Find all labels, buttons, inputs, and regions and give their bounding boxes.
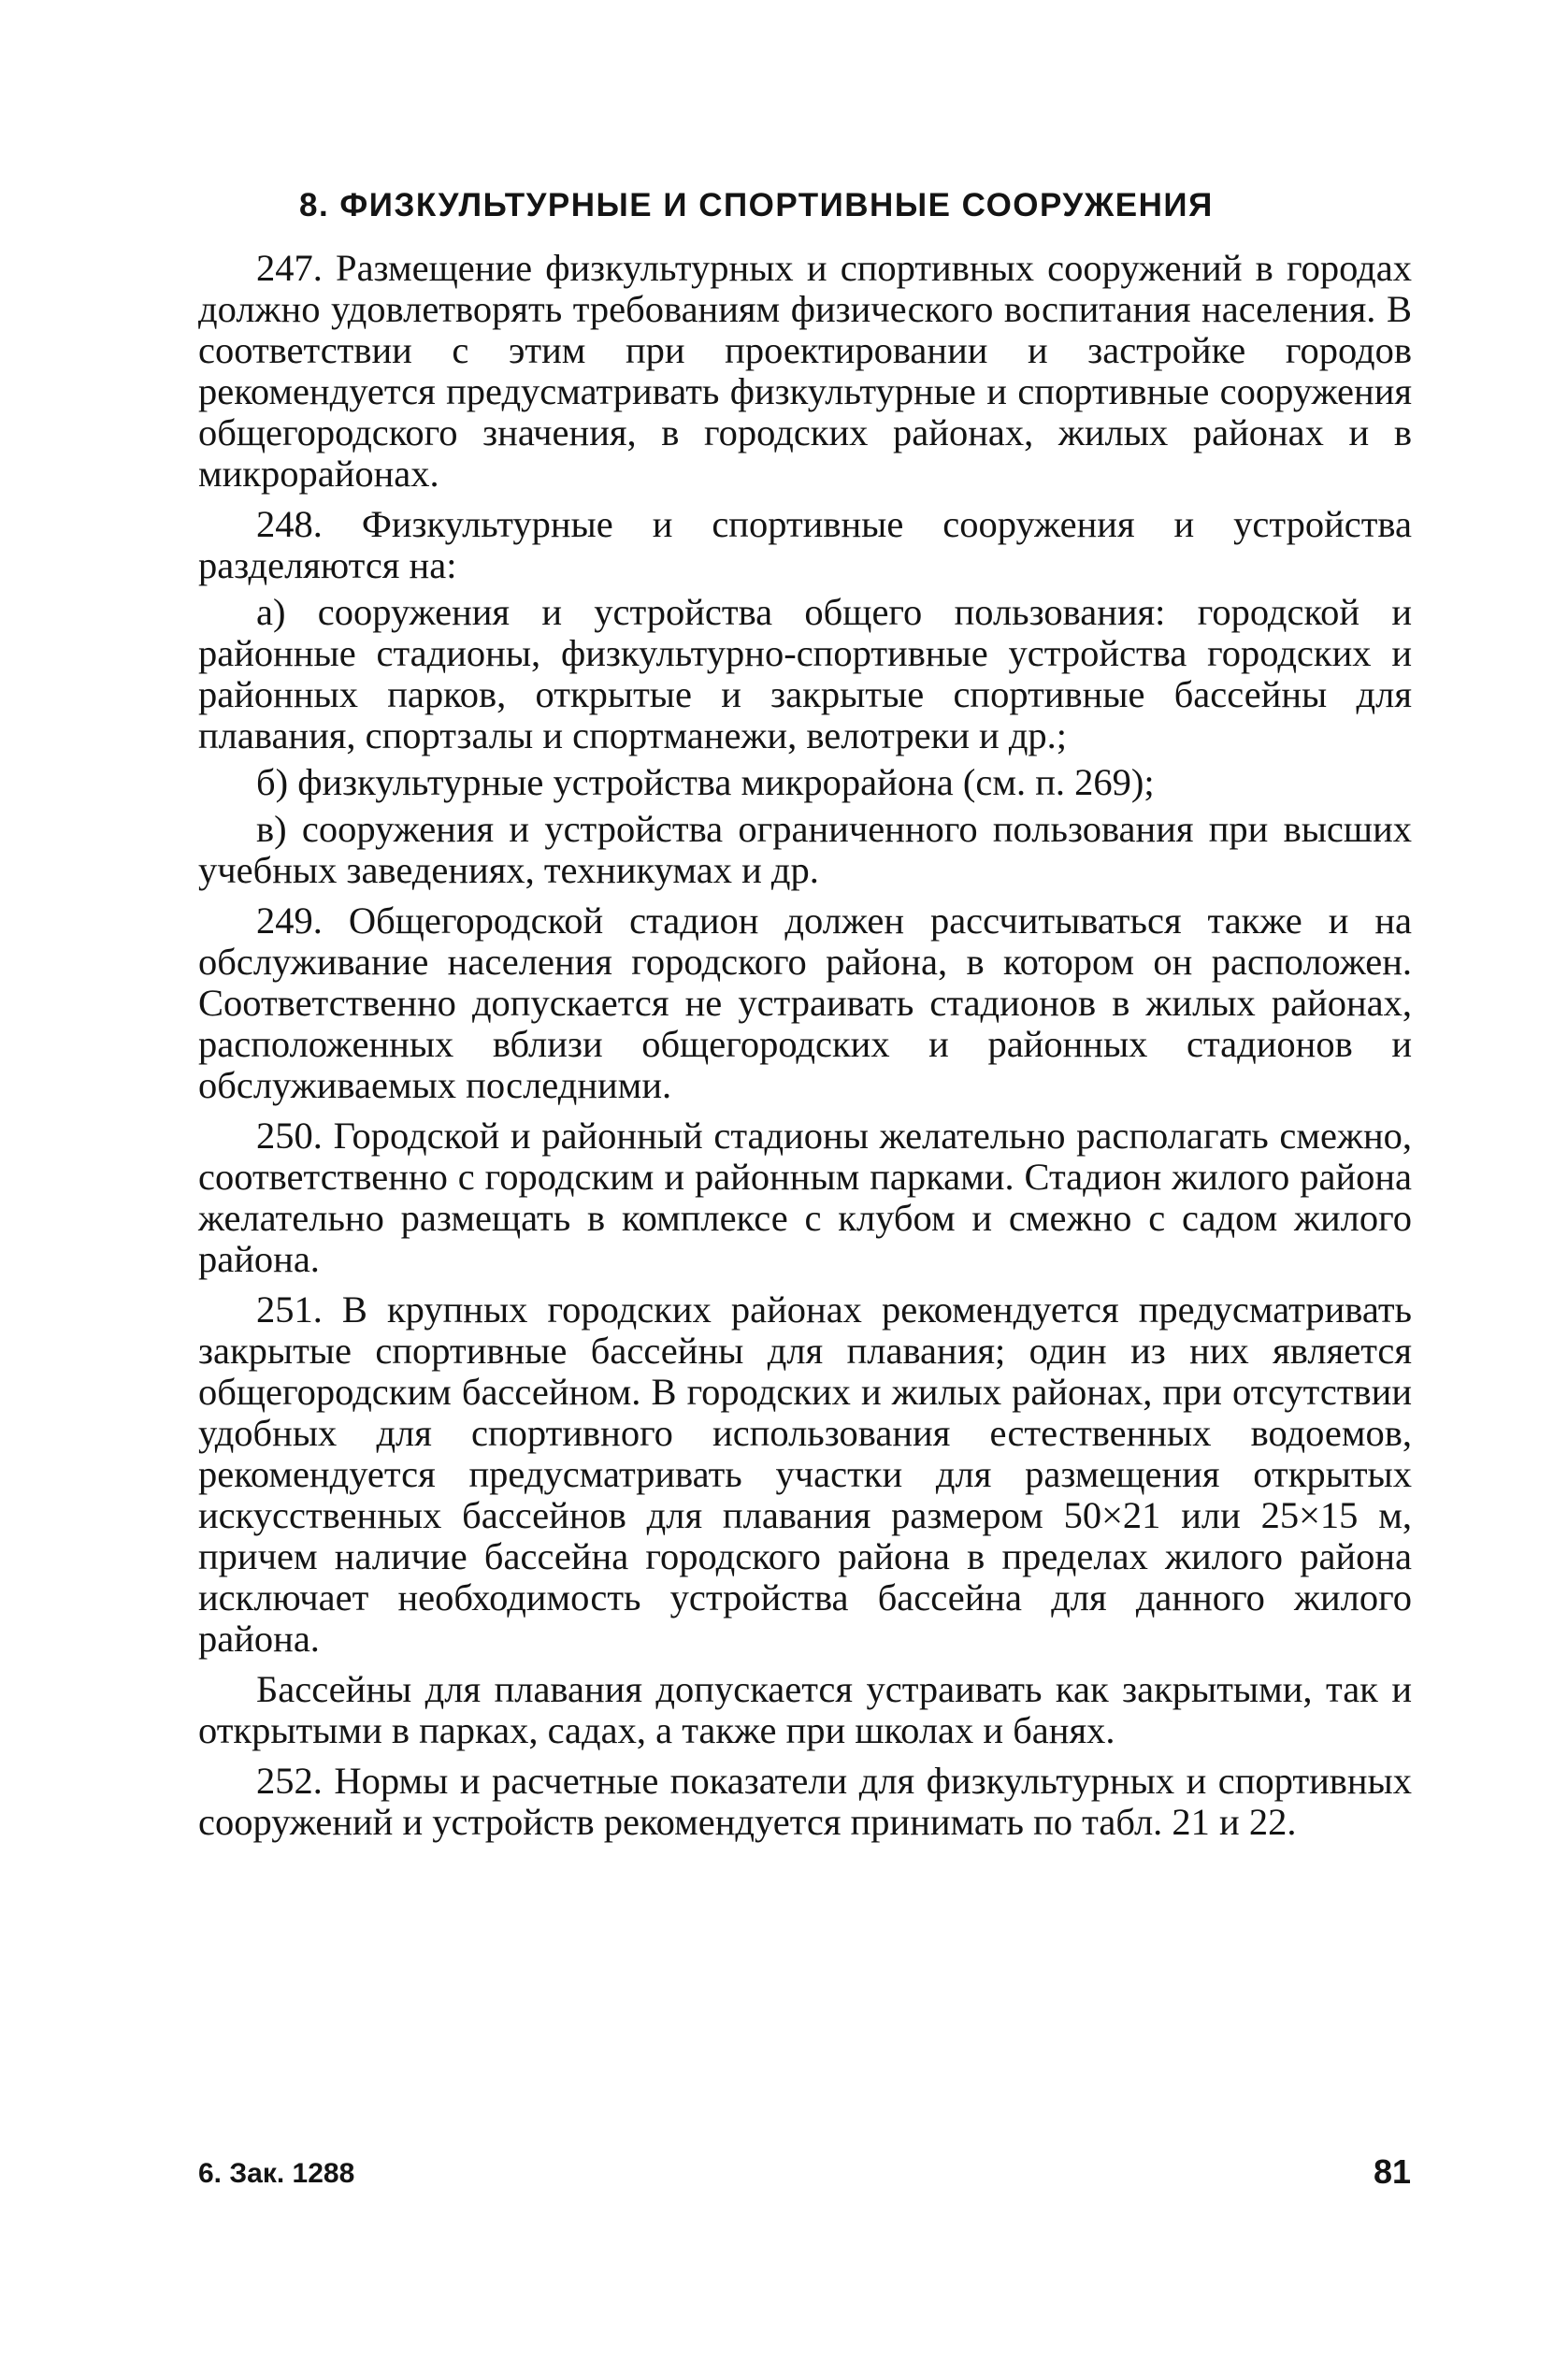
body-text xyxy=(198,248,1412,1843)
list-item-a: а) сооружения и устройства общего пользования: городской и районные стадионы, физкультурно-спортивные устройства городских и районных парков, открытые и закрытые спортивные бассейны для плавания, спортзалы и спортманежи, велотреки и др.; xyxy=(198,591,1412,756)
page-number: 81 xyxy=(1373,2152,1411,2191)
list-item-b: б) физкультурные устройства микрорайона (см. п. 269); xyxy=(256,761,1155,803)
paragraph-250: 250. Городской и районный стадионы желательно располагать смежно, соответственно с городским и районным парками. Стадион жилого района желательно размещать в комплексе с клубом и смежно с садом жилого района. xyxy=(198,1115,1412,1280)
paragraph-251: 251. В крупных городских районах рекомендуется предусматривать закрытые спортивные бассейны для плавания; один из них является общегородским бассейном. В городских и жилых районах, при отсутствии удобных для спортивного использования естественных водоемов, рекомендуется предусматривать участки для размещения открытых искусственных бассейнов для плавания размером 50×21 или 25×15 м, причем наличие бассейна городского района в пределах жилого района исключает необходимость устройства бассейна для данного жилого района. xyxy=(198,1288,1412,1660)
printer-signature: 6. Зак. 1288 xyxy=(198,2158,355,2189)
paragraph-251-continued: Бассейны для плавания допускается устраивать как закрытыми, так и открытыми в парках, садах, а также при школах и банях. xyxy=(198,1668,1412,1751)
paragraph-249: 249. Общегородской стадион должен рассчитываться также и на обслуживание населения городского района, в котором он расположен. Соответственно допускается не устраивать стадионов в жилых районах, расположенных вблизи общегородских и районных стадионов и обслуживаемых последними. xyxy=(198,899,1412,1106)
section-title: 8. ФИЗКУЛЬТУРНЫЕ И СПОРТИВНЫЕ СООРУЖЕНИЯ xyxy=(299,187,1214,223)
paragraph-252: 252. Нормы и расчетные показатели для физкультурных и спортивных сооружений и устройств рекомендуется принимать по табл. 21 и 22. xyxy=(198,1760,1412,1843)
list-item-v: в) сооружения и устройства ограниченного пользования при высших учебных заведениях, техникумах и др. xyxy=(198,808,1412,891)
paragraph-248: 248. Физкультурные и спортивные сооружения и устройства разделяются на: xyxy=(198,503,1412,586)
paragraph-247: 247. Размещение физкультурных и спортивных сооружений в городах должно удовлетворять требованиям физического воспитания населения. В соответствии с этим при проектировании и застройке городов рекомендуется предусматривать физкультурные и спортивные сооружения общегородского значения, в городских районах, жилых районах и в микрорайонах. xyxy=(198,247,1412,495)
